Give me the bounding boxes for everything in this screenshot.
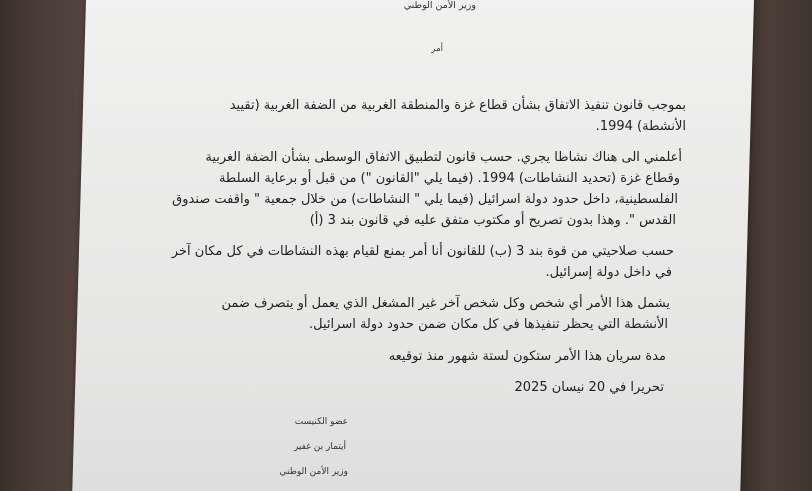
scope-line-2: الأنشطة التي يحظر تنفيذها في كل مكان ضمن حدود دولة اسرائيل. [309,317,668,332]
authority-line-2: في داخل دولة إسرائيل. [545,265,672,280]
validity-line: مدة سريان هذا الأمر ستكون لستة شهور منذ توقيعه [388,349,666,364]
scope-line-1: يشمل هذا الأمر أي شخص وكل شخص آخر غير المشغل الذي يعمل أو يتصرف ضمن [221,296,670,311]
order-title: أمر [431,44,443,54]
notice-line-4: القدس ". وهذا بدون تصريح أو مكتوب متفق عليه في قانون بند 3 (أ) [309,213,676,228]
signature-role: عضو الكنيست [294,417,348,427]
authority-line-1: حسب صلاحيتي من قوة بند 3 (ب) للقانون أنا أمر بمنع لقيام بهذه النشاطات في كل مكان آخر [171,244,674,259]
notice-line-1: أعلمني الى هناك نشاطا يجري. حسب قانون لتطبيق الاتفاق الوسطى بشأن الضفة الغربية [205,150,682,165]
preamble-line-2: الأنشطة) 1994. [595,119,686,134]
ministry-header: وزير الأمن الوطني [403,0,476,11]
notice-line-3: الفلسطينية، داخل حدود دولة اسرائيل (فيما يلي " النشاطات) من خلال جمعية " واقفت صندوق [172,192,678,207]
date-line: تحريرا في 20 نيسان 2025 [514,380,664,395]
preamble-line-1: بموجب قانون تنفيذ الاتفاق بشأن قطاع غزة والمنطقة الغربية من الضفة الغربية (تقييد [229,98,686,113]
signature-name: أيتمار بن غفير [293,442,346,452]
order-document [86,0,754,491]
notice-line-2: وقطاع غزة (تحديد النشاطات) 1994. (فيما يلي "القانون ") من قبل أو برعاية السلطة [218,171,680,186]
signature-position: وزير الأمن الوطني [279,467,348,477]
